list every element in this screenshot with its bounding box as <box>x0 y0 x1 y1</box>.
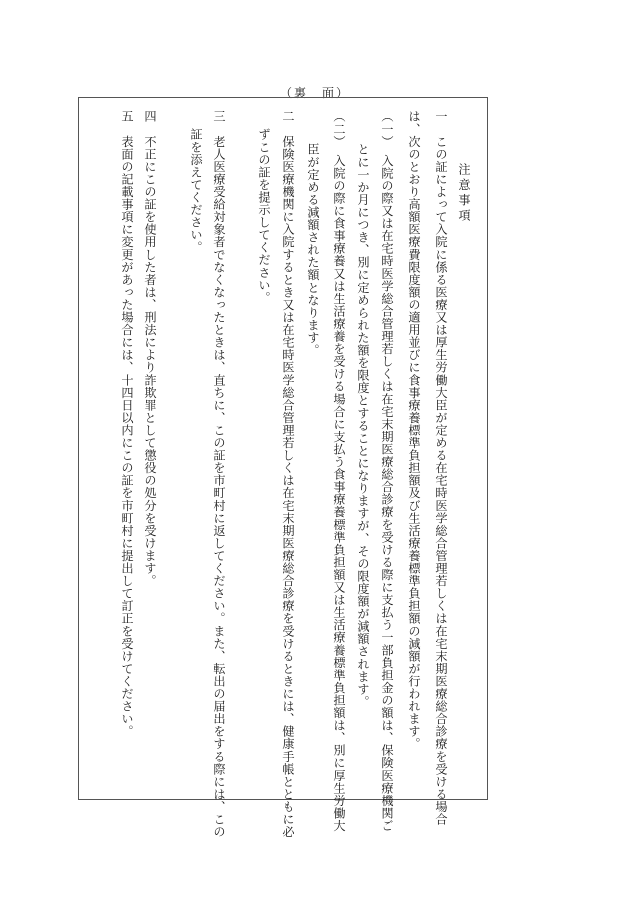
page-label: （裏 面） <box>279 86 350 100</box>
notice-line: は、次のとおり高額医療費限度額の適用並びに食事療養標準負担額及び生活療養標準負担額の減額が行われます。 <box>407 110 421 751</box>
notice-line: 三 老人医療受給対象者でなくなったときは、直ちに、この証を市町村に返してください。また、転出の届出をする際には、この <box>212 110 226 838</box>
notice-line: （一） 入院の際又は在宅時医学総合管理若しくは在宅末期医療総合診療を受ける際に支払う一部負担金の額は、保険医療機関ご <box>380 110 394 832</box>
notice-frame <box>78 97 488 838</box>
notice-line: 五 表面の記載事項に変更があった場合には、十四日以内にこの証を市町村に提出して訂正を受けてください。 <box>120 110 134 738</box>
notice-line: 一 この証によって入院に係る医療又は厚生労働大臣が定める在宅時医学総合管理若しくは在宅末期医療総合診療を受ける場合 <box>434 110 448 826</box>
notice-line: 証を添えてください。 <box>189 128 203 254</box>
notice-line: 二 保険医療機関に入院するとき又は在宅時医学総合管理若しくは在宅末期医療総合診療を受けるときには、健康手帳とともに必 <box>281 110 295 838</box>
notice-line: （二） 入院の際に食事療養又は生活療養を受ける場合に支払う食事療養標準負担額又は生活療養標準負担額は、別に厚生労働大 <box>332 110 346 832</box>
notice-line: とに一か月につき、別に定められた額を限度とすることになりますが、その限度額が減額されます。 <box>356 143 370 708</box>
notice-heading: 注意事項 <box>457 163 471 224</box>
notice-line: 臣が定める減額された額となります。 <box>306 143 320 357</box>
notice-line: ずこの証を提示してください。 <box>257 128 271 304</box>
notice-line: 四 不正にこの証を使用した者は、刑法により詐欺罪として懲役の処分を受けます。 <box>143 110 157 587</box>
